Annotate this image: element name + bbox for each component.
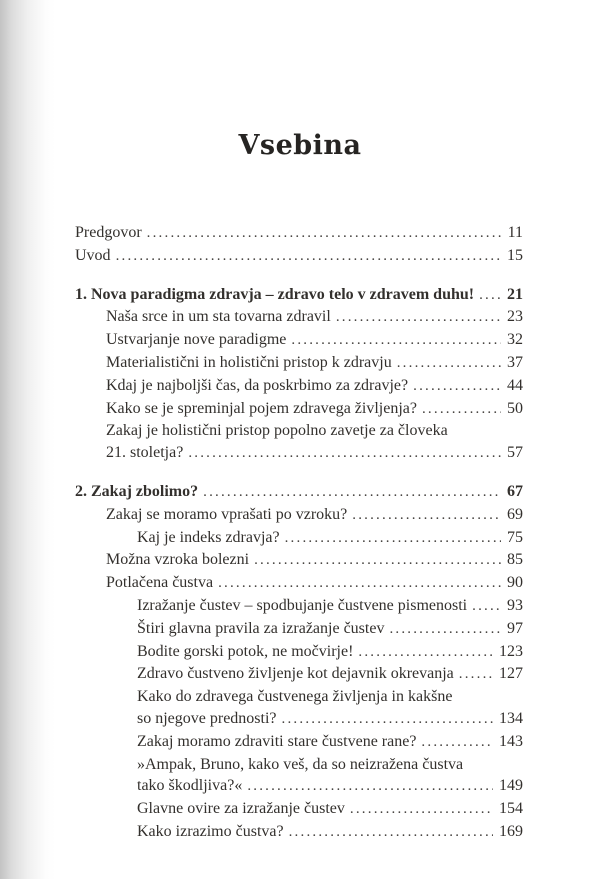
toc-entry bbox=[75, 329, 523, 352]
toc-entry bbox=[75, 821, 523, 844]
toc-entry-label: Predgovor bbox=[75, 224, 142, 241]
page-number: 23 bbox=[507, 308, 523, 326]
page-number: 149 bbox=[499, 777, 523, 795]
toc-entry-label: Ustvarjanje nove paradigme bbox=[106, 331, 287, 349]
toc-entry-label: Kako izrazimo čustva? bbox=[137, 822, 284, 840]
dot-leader bbox=[282, 708, 493, 731]
toc-entry bbox=[75, 572, 523, 595]
toc-entry bbox=[75, 731, 523, 754]
page-number: 15 bbox=[507, 246, 523, 264]
toc-entry bbox=[75, 754, 523, 776]
toc-group bbox=[75, 481, 523, 844]
dot-leader bbox=[358, 641, 493, 664]
toc-entry bbox=[75, 306, 523, 329]
dot-leader bbox=[291, 329, 501, 352]
page-number: 85 bbox=[507, 551, 523, 569]
toc-entry-label: Izražanje čustev – spodbujanje čustvene pismenosti bbox=[137, 596, 468, 614]
toc-entry bbox=[75, 398, 523, 421]
page-number: 57 bbox=[507, 444, 523, 462]
toc-entry-label: Štiri glavna pravila za izražanje čustev bbox=[137, 619, 385, 637]
page-number: 11 bbox=[507, 224, 523, 241]
dot-leader bbox=[421, 731, 493, 754]
page-number: 44 bbox=[507, 376, 523, 394]
page-number: 37 bbox=[507, 353, 523, 371]
page-number: 32 bbox=[507, 331, 523, 349]
toc-entry bbox=[75, 549, 523, 572]
dot-leader bbox=[389, 618, 501, 641]
toc-entry-label: Glavne ovire za izražanje čustev bbox=[137, 800, 345, 818]
dot-leader bbox=[352, 504, 501, 527]
dot-leader bbox=[254, 549, 501, 572]
toc-entry bbox=[75, 527, 523, 550]
toc-entry bbox=[75, 641, 523, 664]
toc-entry-label: Potlačena čustva bbox=[106, 574, 214, 592]
toc-entry bbox=[75, 708, 523, 731]
toc-group bbox=[75, 222, 523, 268]
page-number: 90 bbox=[507, 574, 523, 592]
dot-leader bbox=[350, 798, 493, 821]
dot-leader bbox=[397, 352, 501, 375]
toc-entry-label: tako škodljiva?« bbox=[137, 777, 243, 795]
dot-leader bbox=[413, 375, 501, 398]
toc-entry bbox=[75, 375, 523, 398]
toc-entry-label: Kako do zdravega čustvenega življenja in kakšne bbox=[137, 688, 453, 706]
toc-entry-label: Zakaj moramo zdraviti stare čustvene rane? bbox=[137, 732, 417, 750]
toc-entry bbox=[75, 245, 523, 268]
toc-entry bbox=[75, 504, 523, 527]
page-number: 21 bbox=[507, 285, 523, 303]
toc-entry-label: Kaj je indeks zdravja? bbox=[137, 528, 280, 546]
dot-leader bbox=[289, 821, 493, 844]
page-number: 134 bbox=[499, 709, 523, 727]
page-number: 127 bbox=[499, 665, 523, 683]
toc-entry bbox=[75, 663, 523, 686]
dot-leader bbox=[472, 595, 501, 618]
dot-leader bbox=[479, 284, 501, 307]
toc-entry-label: 1. Nova paradigma zdravja – zdravo telo v zdravem duhu! bbox=[75, 285, 475, 303]
page-title: Vsebina bbox=[238, 130, 362, 161]
page-number: 169 bbox=[499, 822, 523, 840]
toc-group bbox=[75, 284, 523, 465]
toc-entry bbox=[75, 686, 523, 708]
toc-entry bbox=[75, 284, 523, 307]
toc-entry-label: Zakaj je holistični pristop popolno zavetje za človeka bbox=[106, 422, 448, 440]
toc-entry-label: Kako se je spreminjal pojem zdravega življenja? bbox=[106, 399, 417, 417]
toc-entry bbox=[75, 420, 523, 442]
page-number: 50 bbox=[507, 399, 523, 417]
toc-entry-label: 2. Zakaj zbolimo? bbox=[75, 482, 199, 500]
toc-entry bbox=[75, 352, 523, 375]
toc-entry bbox=[75, 442, 523, 465]
toc-entry-label: Bodite gorski potok, ne močvirje! bbox=[137, 642, 354, 660]
page-number: 75 bbox=[507, 528, 523, 546]
dot-leader bbox=[285, 527, 501, 550]
dot-leader bbox=[116, 245, 501, 268]
dot-leader bbox=[218, 572, 501, 595]
toc-entry-label: Naša srce in um sta tovarna zdravil bbox=[106, 308, 331, 326]
dot-leader bbox=[188, 442, 501, 465]
toc-entry-label: so njegove prednosti? bbox=[137, 709, 277, 727]
page-number: 154 bbox=[499, 800, 523, 818]
toc-entry bbox=[75, 222, 523, 245]
toc-entry-label: 21. stoletja? bbox=[106, 444, 184, 462]
table-of-contents bbox=[75, 222, 523, 844]
page-number: 93 bbox=[507, 596, 523, 614]
dot-leader bbox=[422, 398, 501, 421]
toc-entry bbox=[75, 798, 523, 821]
page-number: 123 bbox=[499, 642, 523, 660]
page-number: 69 bbox=[507, 505, 523, 523]
toc-entry bbox=[75, 775, 523, 798]
dot-leader bbox=[459, 663, 493, 686]
toc-entry bbox=[75, 618, 523, 641]
dot-leader bbox=[147, 222, 502, 245]
toc-entry-label: Zdravo čustveno življenje kot dejavnik okrevanja bbox=[137, 665, 454, 683]
toc-entry-label: Kdaj je najboljši čas, da poskrbimo za zdravje? bbox=[106, 376, 409, 394]
dot-leader bbox=[247, 775, 493, 798]
toc-entry bbox=[75, 481, 523, 504]
page-number: 67 bbox=[507, 482, 523, 500]
toc-entry-label: »Ampak, Bruno, kako veš, da so neizražena čustva bbox=[137, 755, 464, 773]
page-number: 97 bbox=[507, 619, 523, 637]
dot-leader bbox=[336, 306, 501, 329]
toc-entry-label: Zakaj se moramo vprašati po vzroku? bbox=[106, 505, 348, 523]
toc-entry bbox=[75, 595, 523, 618]
page-number: 143 bbox=[499, 732, 523, 750]
toc-entry-label: Uvod bbox=[75, 246, 111, 264]
dot-leader bbox=[203, 481, 501, 504]
toc-entry-label: Možna vzroka bolezni bbox=[106, 551, 250, 569]
toc-entry-label: Materialistični in holistični pristop k zdravju bbox=[106, 353, 392, 371]
